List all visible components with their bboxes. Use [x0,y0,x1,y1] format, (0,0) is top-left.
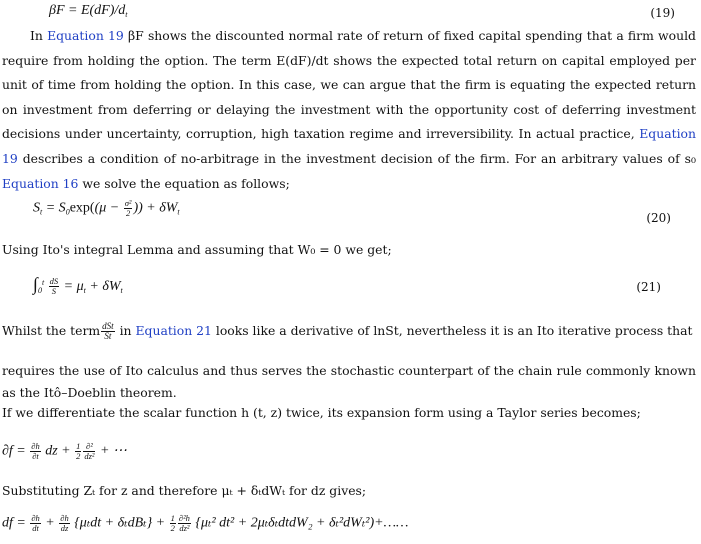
final-frac-3 [178,514,191,533]
eq21-fraction [49,277,60,296]
final-half-den: 2 [170,523,175,533]
taylor-f2-den: dz² [84,451,95,461]
eq20-lhs-sub: t [40,207,43,217]
integral-sign: ∫ [33,274,38,294]
final-lhs: df = [2,515,30,531]
substituting-line: Substituting Zₜ for z and therefore μₜ + δₜdWₜ for dz gives; [2,483,367,498]
final-bracket-2: {μₜ² dt² + 2μₜδₜdtdW₂ + δₜ²dWₜ²)+…… [191,515,409,531]
taylor-frac-2 [83,442,95,461]
paragraph-1 [2,24,696,196]
paragraph-1-lead: In [30,28,43,43]
equation-21-number: (21) [636,280,661,294]
eq20-mid-sub: 0 [65,207,70,217]
taylor-half-den: 2 [76,451,81,461]
final-half [170,514,176,533]
para2-frac-num: dSt [102,321,114,331]
taylor-equation [2,442,127,461]
eq21-frac-num: dS [49,276,59,287]
eq20-mid: = S [42,200,66,216]
eq21-rhs: = μ [60,279,84,294]
eq20-frac-num: σ² [124,198,132,208]
paragraph-2-lead: Whilst the term [2,323,101,338]
taylor-lhs: ∂f = [2,443,30,459]
final-f1-num: ∂h [31,513,40,523]
link-equation-19-second[interactable]: Equation 19 [2,126,696,166]
eq20-tail: ) + δW [138,200,178,216]
link-equation-16[interactable]: Equation 16 [2,175,79,191]
eq20-lhs: S [33,200,40,216]
link-equation-21[interactable]: Equation 21 [135,323,212,338]
equation-19-subscript: t [125,10,128,19]
para2-fraction [101,322,115,341]
eq21-int-lim: t [41,278,45,287]
paragraph-3: requires the use of Ito calculus and thus serves the stochastic counterpart of the chain rule commonly known as the Itô–Doeblin theorem. [2,363,696,400]
paragraph-2-body: looks like a derivative of lnSt, nevertheless it is an Ito iterative process that [211,323,693,338]
taylor-dz: dz + [41,443,75,459]
eq20-frac-den: 2 [125,208,131,218]
paragraph-1-body: βF shows the discounted normal rate of return of fixed capital spending that a firm would require from holding the option. The term E(dF)/dt shows the expected total return on capital employed per unit of time from holding the option. In this case, we can argue that the firm is equating the expected return on investment from deferring or delaying the investment with the opportunity cost of deferring investment decisions under uncertainty, corruption, high taxation regime and irreversibility. In actual practice, [2,28,696,142]
taylor-half [75,442,81,461]
final-equation [2,514,408,533]
paragraph-2-line-1 [2,322,693,341]
taylor-tail: + ⋯ [96,443,127,459]
paragraph-2-mid: in [115,323,136,338]
eq20-exp: exp( [69,200,95,216]
final-bracket-1: {μₜdt + δₜdBₜ} + [70,515,169,531]
taylor-half-num: 1 [76,441,81,451]
paragraph-1-body-2: describes a condition of no-arbitrage in the investment decision of the firm. For an arbitrary values of s₀ [17,150,696,166]
final-frac-2 [59,514,69,533]
eq21-frac-den: S [51,286,57,297]
final-f3-den: dz² [179,523,190,533]
paragraph-1-body-3: we solve the equation as follows; [78,175,290,191]
equation-19-body: βF = E(dF)/d [49,3,126,18]
final-frac-1 [30,514,40,533]
equation-19-number: (19) [650,6,675,20]
eq21-rhs-sub: t [83,286,86,295]
equation-20-number: (20) [646,211,671,225]
taylor-f1-num: ∂h [31,441,40,451]
taylor-f1-den: ∂t [32,451,39,461]
link-equation-19[interactable]: Equation 19 [47,28,124,43]
para2-frac-den: St [104,331,112,341]
taylor-f2-num: ∂² [83,442,95,452]
final-half-num: 1 [170,513,175,523]
equation-20: $S_t = S_0\exp((\mu$ − $\frac{\text{σ²}}{2}$ )) + $\delta W_t$ [33,198,180,218]
differentiate-line: If we differentiate the scalar function h (t, z) twice, its expansion form using a Taylor series becomes; [2,405,641,420]
ito-lemma-line: Using Ito's integral Lemma and assuming that W₀ = 0 we get; [2,242,392,257]
final-f2-num: ∂h [60,513,69,523]
eq21-tail-sub: t [120,286,123,295]
eq20-fraction [124,199,133,218]
equation-19 [49,3,128,19]
final-f3-num: ∂²h [178,513,190,523]
taylor-frac-1 [30,442,40,461]
eq20-tail-sub: t [177,207,180,217]
final-f2-den: dz [60,523,69,533]
eq21-tail: + δW [85,279,121,294]
eq21-int-low: 0 [37,286,42,295]
equation-21 [33,274,123,296]
final-plus: + [41,515,59,531]
final-f1-den: dt [32,523,39,533]
